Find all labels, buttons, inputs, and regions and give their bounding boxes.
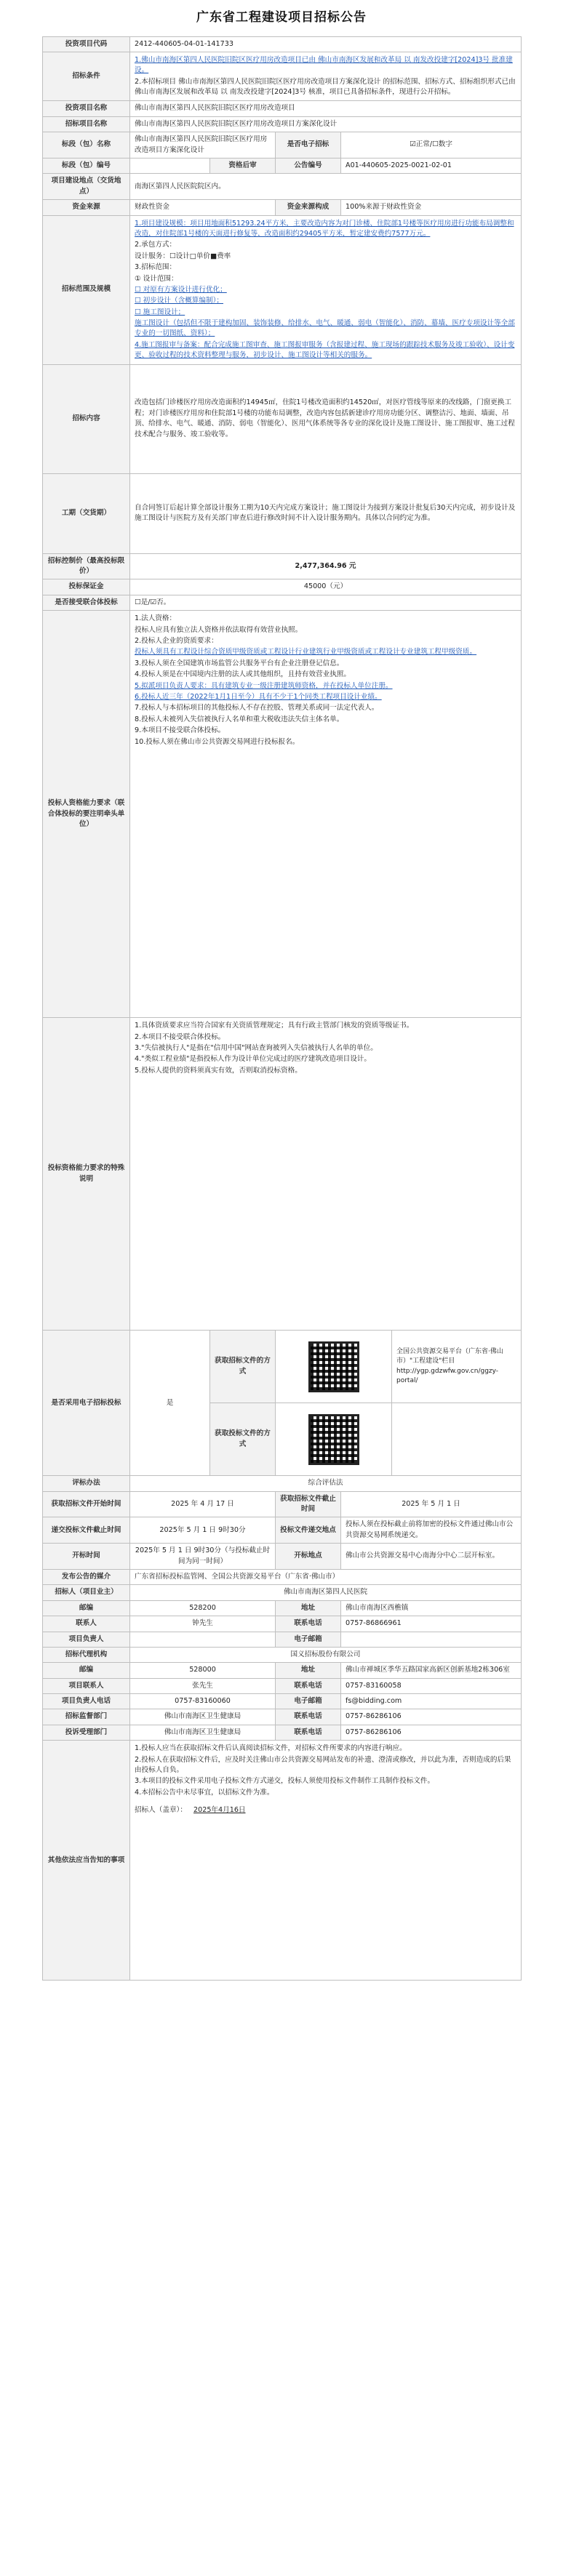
scope-label: 招标范围及规模 [43, 215, 130, 364]
sup-tel-value: 0757-86286106 [341, 1709, 522, 1725]
deposit-value: 45000（元） [130, 579, 522, 595]
row-agent-zip [43, 1663, 522, 1678]
media-label: 发布公告的媒介 [43, 1569, 130, 1584]
sup-label: 招标监督部门 [43, 1709, 130, 1725]
online-value: 是 [130, 1331, 210, 1476]
row-qualification [43, 611, 522, 1018]
qual-line: 1.法人资格： [135, 614, 177, 623]
row-agent [43, 1647, 522, 1662]
qual-line: 3.投标人须在全国建筑市场监管公共服务平台有企业注册登记信息。 [135, 659, 344, 667]
fund-ratio-value: 100%来源于财政性资金 [341, 200, 522, 215]
other-line: 4."类似工程业绩"是指投标人作为设计单位完成过的医疗建筑改造项目设计。 [135, 1055, 371, 1064]
start-value: 2025 年 4 月 17 日 [130, 1491, 276, 1517]
qual-line: 2.投标人企业的资质要求： [135, 637, 218, 645]
org-zip-label: 邮编 [43, 1600, 130, 1616]
qual-line: 5.拟派项目负责人要求：具有建筑专业一级注册建筑师资格，并在投标人单位注册。 [135, 681, 393, 690]
comp-value: 佛山市南海区卫生健康局 [130, 1725, 276, 1740]
scope-line: ① 设计范围： [135, 274, 178, 283]
footer-note: 招标人（盖章）： [135, 1806, 187, 1815]
project-code-value: 2412-440605-04-01-141733 [130, 36, 522, 52]
notes-line: 1.投标人应当在获取招标文件后认真阅读招标文件，对招标文件所要求的内容进行响应。 [135, 1744, 407, 1753]
org-leader-value [130, 1632, 276, 1647]
row-media [43, 1569, 522, 1584]
announcement-number-label: 公告编号 [276, 159, 341, 174]
notes-label: 其他依法应当告知的事项 [43, 1741, 130, 1981]
scope-line: 4.施工图报审与备案：配合完成施工图审查、施工图报审服务（含报建过程、施工现场的跟踪技术服务及竣工验收）、设计变更、验收过程的技术资料整理与服务，初步设计、施工图设计等相关的服务。 [135, 340, 515, 360]
qual-line: 10.投标人须在佛山市公共资源交易网进行投标报名。 [135, 737, 300, 746]
agent-addr-value: 佛山市禅城区季华五路国家高新区创新基地2栋306室 [341, 1663, 522, 1678]
agent-fax-label: 项目负责人电话 [43, 1694, 130, 1709]
scope-line: ☐ 施工图设计； [135, 308, 185, 316]
period-label: 工期（交货期） [43, 473, 130, 553]
org-addr-label: 地址 [276, 1600, 341, 1616]
open-place-label: 开标地点 [276, 1544, 341, 1570]
code-value [130, 159, 210, 174]
comp-label: 投诉受理部门 [43, 1725, 130, 1740]
page-title: 广东省工程建设项目招标公告 [196, 10, 367, 25]
content-value: 改造包括门诊楼医疗用房改造面积约14945㎡，住院1号楼改造面积约14520㎡，对医疗管线等原来的改线路，门窗更换工程；对门诊楼医疗用房和住院部1号楼的功能布局调整，改造内容包括新建诊疗用房功能分区、调整洁污、地面、墙面、吊顶、给排水、电气、暖通、消防、弱电（智能化）、医用气体系统等各专业的深化设计及施工图设计、施工图报审、施工过程技术配合与服务、竣工验收等。 [130, 364, 522, 473]
row-doc-time [43, 1491, 522, 1517]
agent-tel-label: 联系电话 [276, 1678, 341, 1693]
row-org-contact [43, 1616, 522, 1632]
supervise-value: ☑正常/☐数字 [341, 132, 522, 159]
location-label: 项目建设地点（交货地点） [43, 174, 130, 200]
content-label: 招标内容 [43, 364, 130, 473]
org-addr-value: 佛山市南海区西樵镇 [341, 1600, 522, 1616]
section-label: 标段（包）名称 [43, 132, 130, 159]
row-limit [43, 553, 522, 579]
notes-line: 2.投标人在获取招标文件后，应及时关注佛山市公共资源交易网站发布的补遗、澄清或修改，并以此为准，否则造成的后果由投标人自负。 [135, 1755, 511, 1775]
sup-tel-label: 联系电话 [276, 1709, 341, 1725]
basis-label: 招标条件 [43, 52, 130, 101]
joint-value: ☐是/☑否。 [130, 595, 522, 610]
org-email-label: 电子邮箱 [276, 1632, 341, 1647]
row-agent-fax [43, 1694, 522, 1709]
supervise-label: 是否电子招标 [276, 132, 341, 159]
section-value: 佛山市南海区第四人民医院旧院区医疗用房改造项目方案深化设计 [130, 132, 276, 159]
agent-addr-label: 地址 [276, 1663, 341, 1678]
row-location [43, 174, 522, 200]
period-value: 自合同签订后起计算全部设计服务工期为10天内完成方案设计；施工图设计为接到方案设计批复后30天内完成，初步设计及施工图设计与医院方及有关部门审查后进行修改时间不计入设计服务期内。具体以合同约定为准。 [130, 473, 522, 553]
scope-line: 施工图设计（包括但不限于建构加固、装饰装修、给排水、电气、暖通、弱电（智能化）、消防、幕墙、医疗专项设计等全部专业的一切图纸、资料）； [135, 319, 515, 338]
org-tel-value: 0757-86866961 [341, 1616, 522, 1632]
org-tel-label: 联系电话 [276, 1616, 341, 1632]
tender-name-label: 招标项目名称 [43, 116, 130, 132]
limit-value: 2,477,364.96 元 [130, 553, 522, 579]
notes-line: 3.本项目的投标文件采用电子投标文件方式递交，投标人须使用投标文件制作工具制作投标文件。 [135, 1777, 435, 1786]
agent-email-label: 电子邮箱 [276, 1694, 341, 1709]
row-fund [43, 200, 522, 215]
end-label: 获取招标文件截止时间 [276, 1491, 341, 1517]
row-submit [43, 1517, 522, 1544]
row-org-zip [43, 1600, 522, 1616]
other-value [130, 1018, 522, 1331]
agent-email-value[interactable]: fs@bidding.com [341, 1694, 522, 1709]
project-code-label: 投资项目代码 [43, 36, 130, 52]
scope-line: ☐ 对原有方案设计进行优化； [135, 285, 227, 294]
open-value: 2025年 5 月 1 日 9时30分（与投标截止时间为同一时间） [130, 1544, 276, 1570]
doc-method-label: 获取投标文件的方式 [210, 1403, 276, 1476]
scope-line: 2.承包方式： [135, 241, 177, 249]
announcement-number-value: A01-440605-2025-0021-02-01 [341, 159, 522, 174]
scope-line: 1.项目建设规模：项目用地面积51293.24平方米，主要改造内容为对门诊楼、住院部1号楼等医疗用房进行功能布局调整和改造，对住院部1号楼的天面进行修复等，改造面积约29405平方米，暂定建安费约7577万元。 [135, 219, 514, 238]
fund-value: 财政性资金 [130, 200, 276, 215]
announcement-table [42, 36, 522, 1981]
row-section [43, 132, 522, 159]
qual-line: 6.投标人近三年（2022年1月1日至今）具有不少于1个同类工程项目设计业绩。 [135, 692, 382, 701]
fund-label: 资金来源 [43, 200, 130, 215]
location-value: 南海区第四人民医院院区内。 [130, 174, 522, 200]
basis-line: 1.佛山市南海区第四人民医院旧院区医疗用房改造项目已由 佛山市南海区发展和改革局 以 南发改投建字[2024]3号 批准建设。 [135, 55, 513, 75]
org-value: 佛山市南海区第四人民医院 [130, 1585, 522, 1600]
basis-line: 2.本招标项目 佛山市南海区第四人民医院旧院区医疗用房改造项目方案深化设计 的招标范围、招标方式、招标组织形式已由 佛山市南海区发展和改革局 以 南发改投建字[2024]3号 核准，项目已具备招标条件，现进行公开招标。 [135, 77, 516, 97]
limit-label: 招标控制价（最高投标限价） [43, 553, 130, 579]
media-value: 广东省招标投标监管网、全国公共资源交易平台（广东省·佛山市） [130, 1569, 522, 1584]
project-name-label: 投资项目名称 [43, 101, 130, 116]
qual-line: 8.投标人未被列入失信被执行人名单和重大税收违法失信主体名单。 [135, 715, 344, 723]
scope-line: 设计服务：☐设计□单价■费率 [135, 252, 231, 260]
eval-value: 综合评估法 [130, 1476, 522, 1491]
eval-label: 评标办法 [43, 1476, 130, 1491]
submit-value: 2025年 5 月 1 日 9时30分 [130, 1517, 276, 1544]
notes-line: 4.本招标公告中未尽事宜，以招标文件为准。 [135, 1788, 274, 1797]
footer-date: 2025年4月16日 [193, 1806, 246, 1815]
agent-fax-value: 0757-83160060 [130, 1694, 276, 1709]
qualification-label: 投标人资格能力要求（联合体投标的要注明牵头单位） [43, 611, 130, 1018]
basis-value [130, 52, 522, 101]
submit-place-value: 投标人须在投标截止前将加密的投标文件通过佛山市公共资源交易网系统递交。 [341, 1517, 522, 1544]
qual-line: 投标人须具有工程设计综合资质甲级资质或工程设计行业建筑行业甲级资质或工程设计专业建筑工程甲级资质。 [135, 648, 477, 657]
other-line: 2.本项目不接受联合体投标。 [135, 1032, 225, 1041]
row-org [43, 1585, 522, 1600]
agent-tel-value: 0757-83160058 [341, 1678, 522, 1693]
org-leader-label: 项目负责人 [43, 1632, 130, 1647]
row-online [43, 1331, 522, 1403]
row-project-name [43, 101, 522, 116]
deposit-label: 投标保证金 [43, 579, 130, 595]
row-content [43, 364, 522, 473]
joint-label: 是否接受联合体投标 [43, 595, 130, 610]
notes-value [130, 1741, 522, 1981]
submit-label: 递交投标文件截止时间 [43, 1517, 130, 1544]
code-label: 标段（包）编号 [43, 159, 130, 174]
start-label: 获取招标文件开始时间 [43, 1491, 130, 1517]
agent-label: 招标代理机构 [43, 1647, 130, 1662]
row-basis [43, 52, 522, 101]
row-supervise [43, 1709, 522, 1725]
qual-line: 投标人应具有独立法人资格并依法取得有效营业执照。 [135, 625, 303, 634]
org-email-value [341, 1632, 522, 1647]
qual-line: 4.投标人须是在中国境内注册的法人或其他组织，且持有效营业执照。 [135, 670, 351, 679]
qualification-value [130, 611, 522, 1018]
online-label: 是否采用电子招标投标 [43, 1331, 130, 1476]
agent-value: 国义招标股份有限公司 [130, 1647, 522, 1662]
agent-zip-value: 528000 [130, 1663, 276, 1678]
open-label: 开标时间 [43, 1544, 130, 1570]
other-line: 3."失信被执行人"是指在"信用中国"网站查询被列入失信被执行人名单的单位。 [135, 1044, 378, 1052]
qual-line: 9.本项目不接受联合体投标。 [135, 726, 225, 735]
submit-place-label: 投标文件递交地点 [276, 1517, 341, 1544]
tender-name-value: 佛山市南海区第四人民医院旧院区医疗用房改造项目方案深化设计 [130, 116, 522, 132]
fund-ratio-label: 资金来源构成 [276, 200, 341, 215]
qual-line: 7.投标人与本招标项目的其他投标人不存在控股、管理关系或同一法定代表人。 [135, 704, 379, 713]
row-project-code [43, 36, 522, 52]
comp-tel-value: 0757-86286106 [341, 1725, 522, 1740]
doc-method-value [392, 1403, 522, 1476]
org-label: 招标人（项目业主） [43, 1585, 130, 1600]
row-other [43, 1018, 522, 1331]
row-notes [43, 1741, 522, 1981]
end-value: 2025 年 5 月 1 日 [341, 1491, 522, 1517]
agent-zip-label: 邮编 [43, 1663, 130, 1678]
org-contact-label: 联系人 [43, 1616, 130, 1632]
row-code [43, 159, 522, 174]
row-open [43, 1544, 522, 1570]
comp-tel-label: 联系电话 [276, 1725, 341, 1740]
open-place-value: 佛山市公共资源交易中心南海分中心二层开标室。 [341, 1544, 522, 1570]
org-zip-value: 528200 [130, 1600, 276, 1616]
row-eval [43, 1476, 522, 1491]
doc-get-label: 获取招标文件的方式 [210, 1331, 276, 1403]
sup-value: 佛山市南海区卫生健康局 [130, 1709, 276, 1725]
doc-get-value[interactable]: 全国公共资源交易平台（广东省·佛山市）"工程建设"栏目 http://ygp.gdzwfw.gov.cn/ggzy-portal/ [392, 1331, 522, 1403]
row-scope [43, 215, 522, 364]
qr-code-image [308, 1341, 359, 1392]
qr-code-image [308, 1414, 359, 1465]
scope-value [130, 215, 522, 364]
row-period [43, 473, 522, 553]
row-joint [43, 595, 522, 610]
agent-contact-label: 项目联系人 [43, 1678, 130, 1693]
type-label: 资格后审 [210, 159, 276, 174]
row-agent-contact [43, 1678, 522, 1693]
row-complaint [43, 1725, 522, 1740]
project-name-value: 佛山市南海区第四人民医院旧院区医疗用房改造项目 [130, 101, 522, 116]
row-org-leader [43, 1632, 522, 1647]
scope-line: 3.招标范围： [135, 263, 177, 272]
qr-code-cell [276, 1331, 392, 1403]
other-line: 1.具体资质要求应当符合国家有关资质管理规定；具有行政主管部门核发的资质等级证书。 [135, 1022, 414, 1030]
org-contact-value: 钟先生 [130, 1616, 276, 1632]
row-tender-name [43, 116, 522, 132]
scope-line: ☐ 初步设计（含概算编制）； [135, 297, 223, 305]
other-label: 投标资格能力要求的特殊说明 [43, 1018, 130, 1331]
agent-contact-value: 张先生 [130, 1678, 276, 1693]
row-deposit [43, 579, 522, 595]
qr-code-cell-2 [276, 1403, 392, 1476]
other-line: 5.投标人提供的资料须真实有效，否则取消投标资格。 [135, 1066, 302, 1075]
